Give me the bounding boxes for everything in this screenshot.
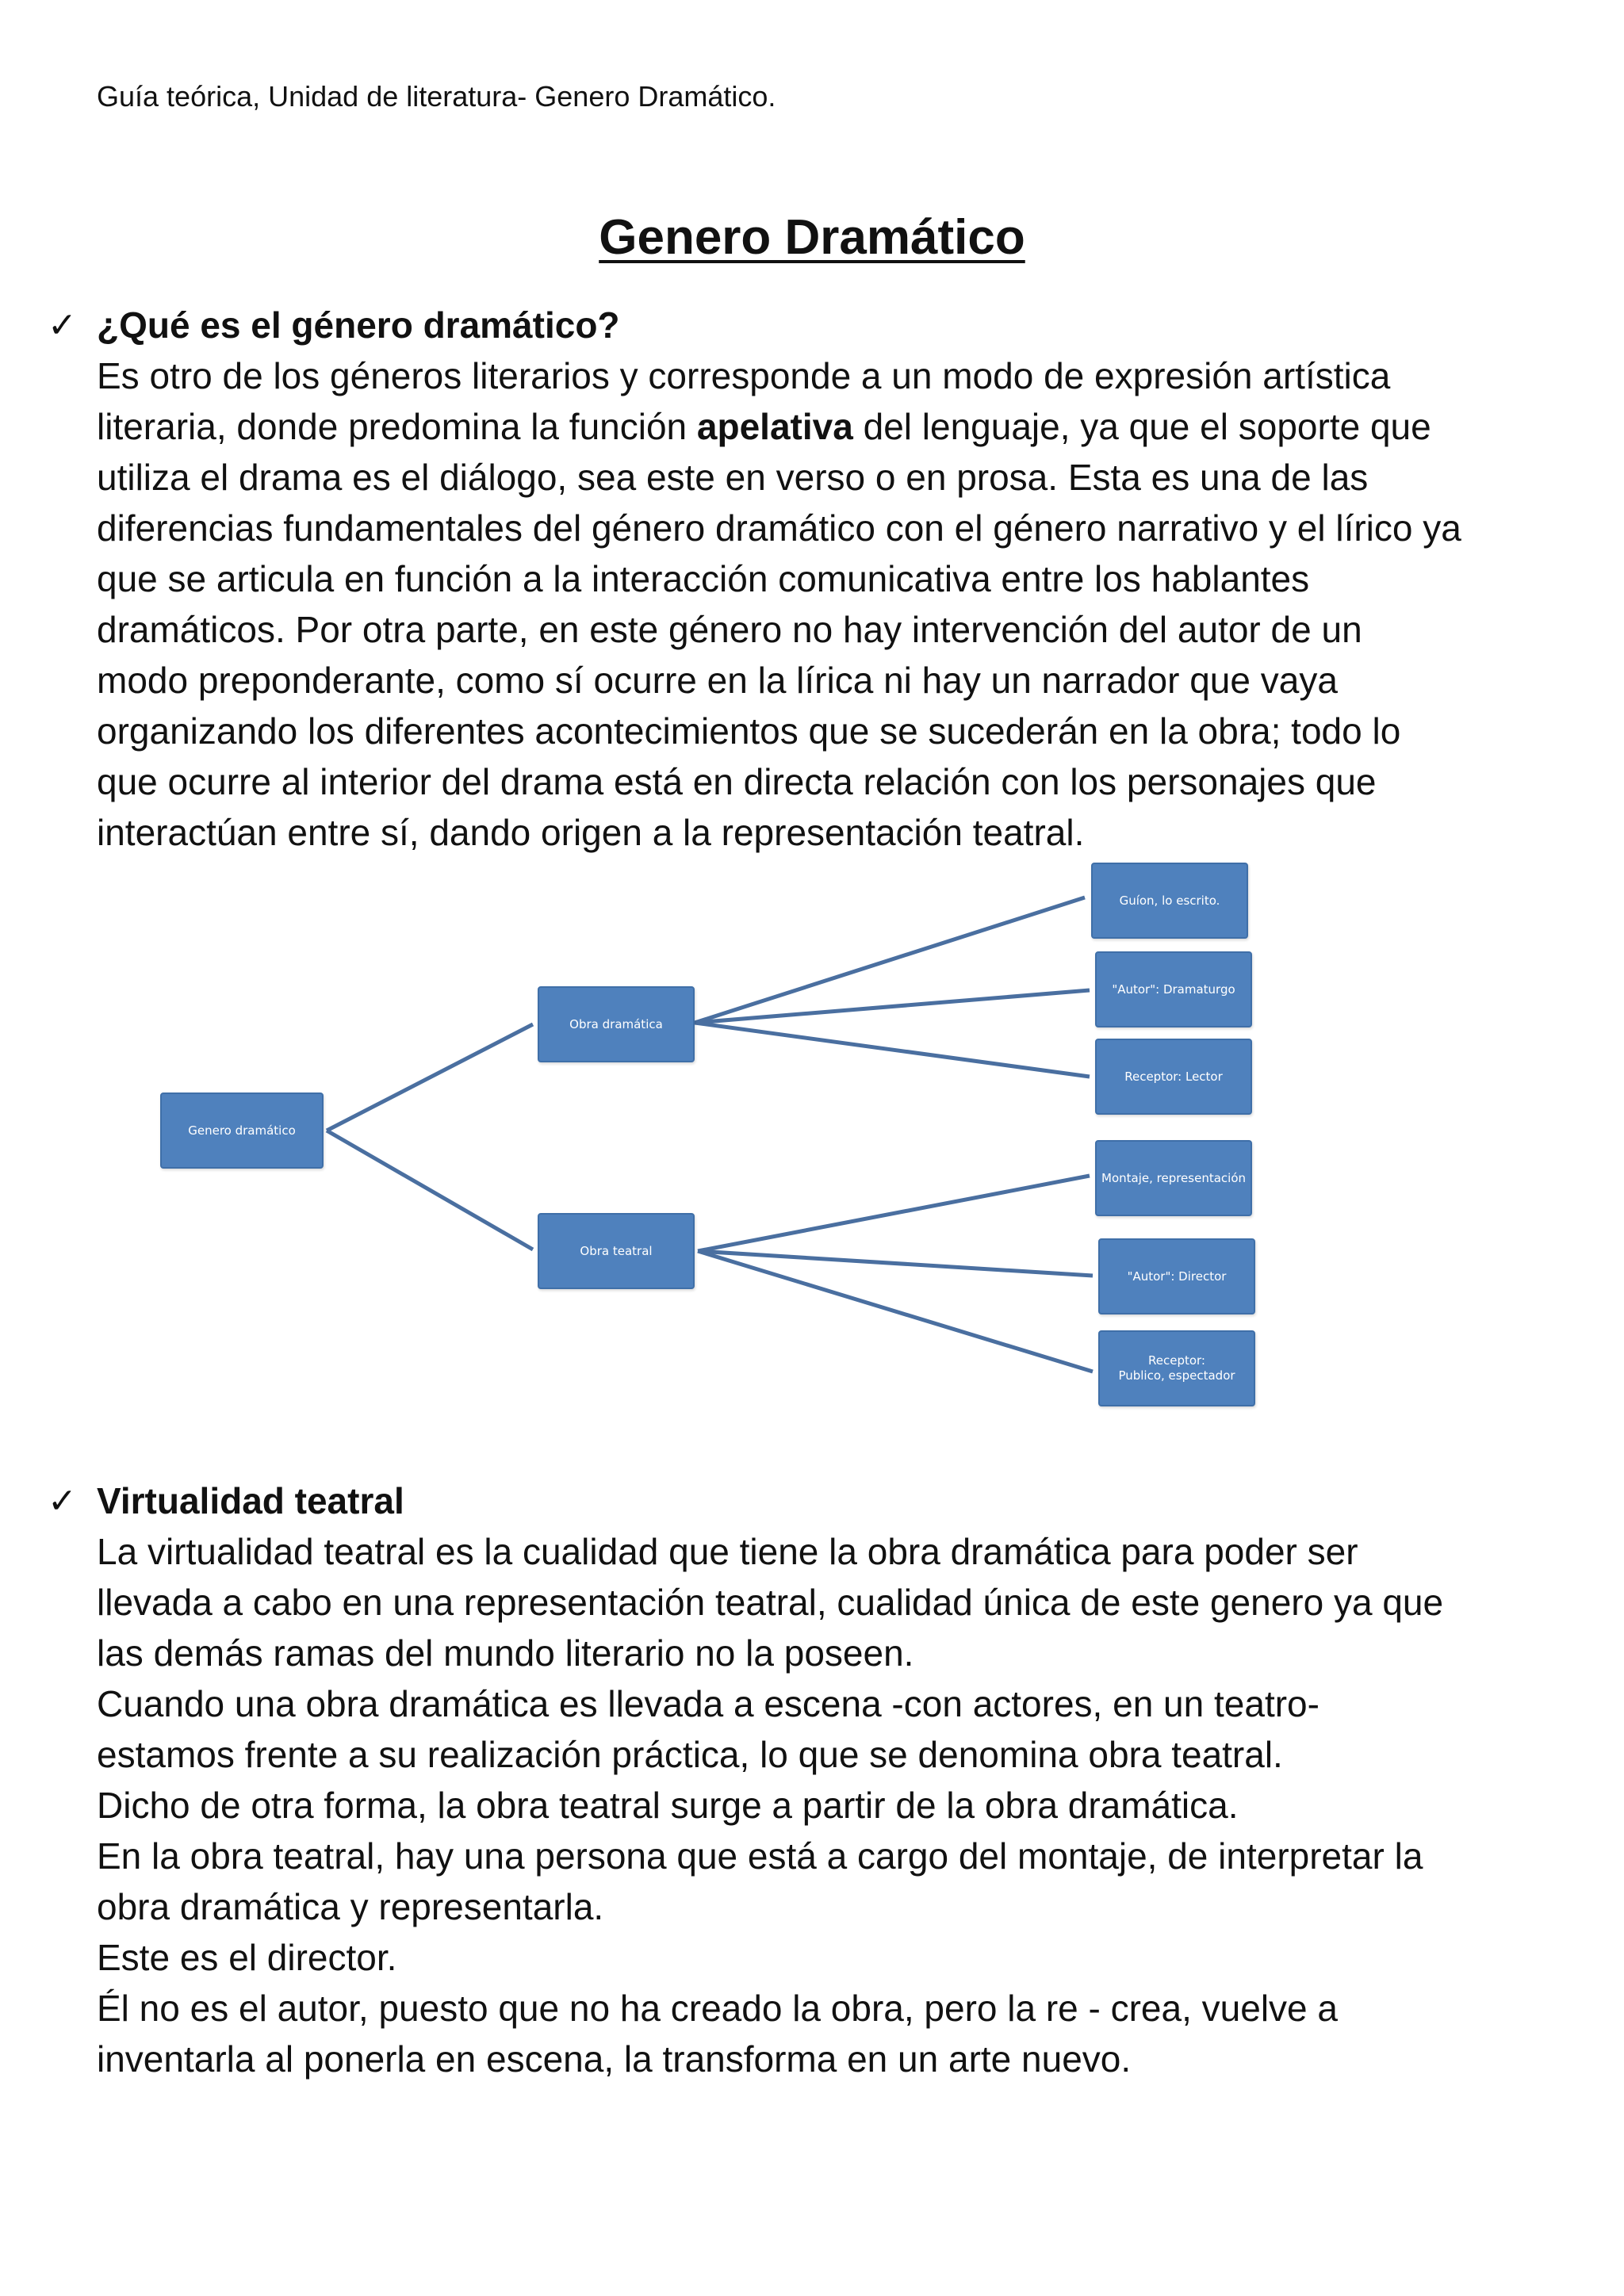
section2-line-8: obra dramática y representarla. <box>97 1886 604 1927</box>
section2-line-9: Este es el director. <box>97 1937 397 1978</box>
section1-line-2b: del lenguaje, ya que el soporte que <box>852 406 1431 447</box>
checkmark-icon: ✓ <box>48 1482 77 1521</box>
section1-line-1: Es otro de los géneros literarios y corresponde a un modo de expresión artística <box>97 355 1391 396</box>
section1-line-8: organizando los diferentes acontecimientos que se sucederán en la obra; todo lo <box>97 710 1401 752</box>
section1-heading: ¿Qué es el género dramático? <box>97 304 620 346</box>
connector-b-2 <box>698 1251 1093 1276</box>
page-title <box>0 208 1624 268</box>
node-obra-teatral: Obra teatral <box>538 1213 695 1289</box>
section1-line-3: utiliza el drama es el diálogo, sea este en verso o en prosa. Esta es una de las <box>97 457 1369 498</box>
node-guion: Guíon, lo escrito. <box>1091 863 1248 939</box>
connector-a-1 <box>695 897 1085 1023</box>
section2-line-3: las demás ramas del mundo literario no la poseen. <box>97 1632 914 1674</box>
connector-b-1 <box>698 1176 1090 1251</box>
node-root: Genero dramático <box>160 1093 324 1169</box>
section2-line-2: llevada a cabo en una representación teatral, cualidad única de este genero ya que <box>97 1582 1444 1623</box>
section2-line-5: estamos frente a su realización práctica, lo que se denomina obra teatral. <box>97 1734 1283 1775</box>
section2-line-7: En la obra teatral, hay una persona que está a cargo del montaje, de interpretar la <box>97 1835 1423 1877</box>
node-director: "Autor": Director <box>1098 1238 1255 1314</box>
checkmark-icon: ✓ <box>48 306 77 345</box>
section1-line-7: modo preponderante, como sí ocurre en la lírica ni hay un narrador que vaya <box>97 660 1338 701</box>
node-obra-dramatica: Obra dramática <box>538 986 695 1062</box>
node-lector: Receptor: Lector <box>1095 1039 1252 1115</box>
section2-line-11: inventarla al ponerla en escena, la transforma en un arte nuevo. <box>97 2038 1132 2080</box>
node-espectador: Receptor: Publico, espectador <box>1098 1330 1255 1406</box>
apelativa-term: apelativa <box>696 406 853 447</box>
connector-b-3 <box>698 1251 1093 1372</box>
node-montaje: Montaje, representación <box>1095 1140 1252 1216</box>
section1-line-5: que se articula en función a la interacción comunicativa entre los hablantes <box>97 558 1310 599</box>
connector-a-3 <box>695 1023 1090 1077</box>
section2-heading: Virtualidad teatral <box>97 1480 404 1521</box>
section1-line-2 <box>97 404 1431 449</box>
section2-line-6: Dicho de otra forma, la obra teatral surge a partir de la obra dramática. <box>97 1785 1239 1826</box>
section2-line-10: Él no es el autor, puesto que no ha creado la obra, pero la re - crea, vuelve a <box>97 1988 1338 2029</box>
section2-line-1: La virtualidad teatral es la cualidad que tiene la obra dramática para poder ser <box>97 1531 1358 1572</box>
genre-tree-diagram <box>0 856 1624 1427</box>
section1-line-9: que ocurre al interior del drama está en directa relación con los personajes que <box>97 761 1377 802</box>
section1-line-10: interactúan entre sí, dando origen a la representación teatral. <box>97 812 1085 853</box>
section1-line-4: diferencias fundamentales del género dramático con el género narrativo y el lírico ya <box>97 507 1461 549</box>
running-header: Guía teórica, Unidad de literatura- Genero Dramático. <box>97 80 776 113</box>
node-dramaturgo: "Autor": Dramaturgo <box>1095 951 1252 1027</box>
section1-line-6: dramáticos. Por otra parte, en este género no hay intervención del autor de un <box>97 609 1362 650</box>
connector-root-a <box>327 1024 533 1131</box>
section2-line-4: Cuando una obra dramática es llevada a escena -con actores, en un teatro- <box>97 1683 1320 1724</box>
section1-line-2a: literaria, donde predomina la función <box>97 406 697 447</box>
connector-a-2 <box>695 990 1090 1023</box>
page-title-text: Genero Dramático <box>599 210 1025 265</box>
connector-root-b <box>327 1131 533 1249</box>
